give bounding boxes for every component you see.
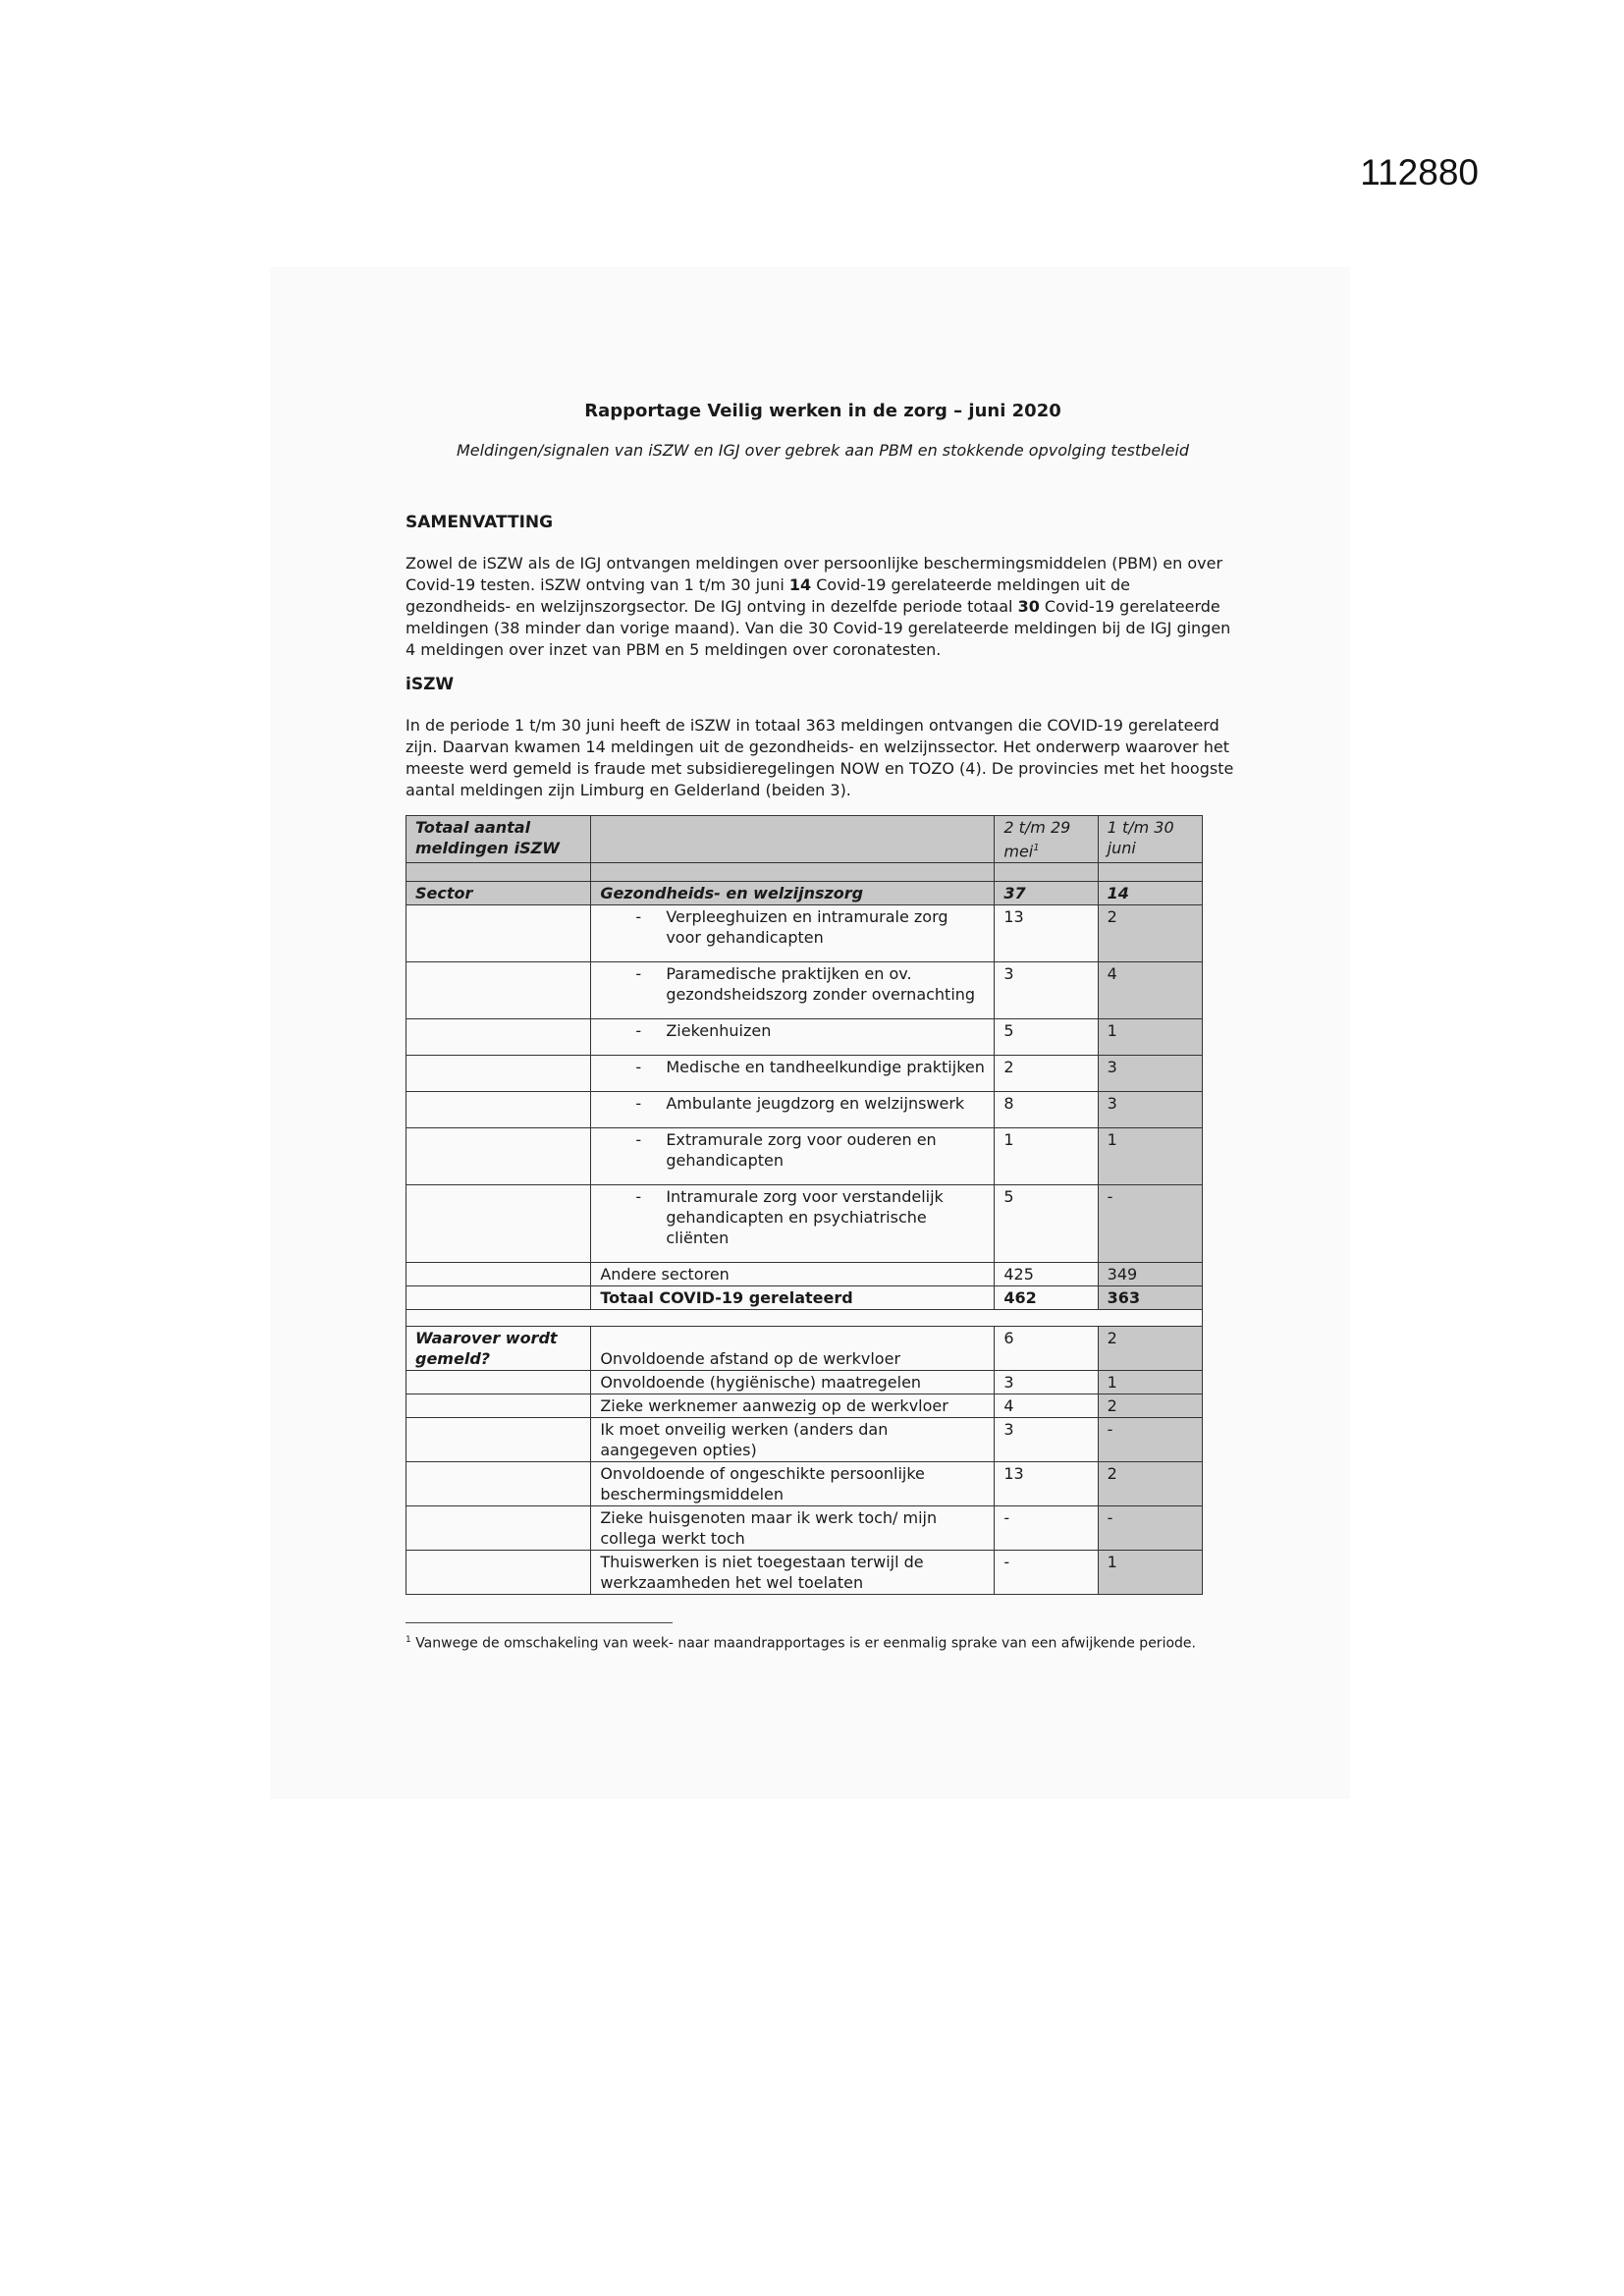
topics-label: Waarover wordt gemeld? bbox=[406, 1327, 591, 1371]
total-may: 462 bbox=[995, 1286, 1098, 1310]
topic-label: Onvoldoende of ongeschikte persoonlijke beschermingsmiddelen bbox=[591, 1462, 995, 1506]
topic-label: Thuiswerken is niet toegestaan terwijl de werkzaamheden het wel toelaten bbox=[591, 1551, 995, 1595]
sector-subcategory-label: - Intramurale zorg voor verstandelijk gehandicapten en psychiatrische cliënten bbox=[591, 1185, 995, 1263]
sector-subcategory-label: - Medische en tandheelkundige praktijken bbox=[591, 1056, 995, 1092]
value-june: 1 bbox=[1098, 1019, 1202, 1056]
topic-label: Zieke werknemer aanwezig op de werkvloer bbox=[591, 1394, 995, 1418]
table-header-pad bbox=[406, 863, 1203, 882]
document-number: 112880 bbox=[1360, 152, 1479, 192]
sector-subcategory-label: - Ambulante jeugdzorg en welzijnswerk bbox=[591, 1092, 995, 1128]
other-sectors-row bbox=[406, 1263, 1203, 1286]
sector-row bbox=[406, 882, 1203, 905]
table-row bbox=[406, 1185, 1203, 1263]
iszw-heading: iSZW bbox=[406, 675, 455, 694]
value-june: 1 bbox=[1098, 1371, 1202, 1394]
topic-label: Zieke huisgenoten maar ik werk toch/ mijn collega werkt toch bbox=[591, 1506, 995, 1551]
value-may: 6 bbox=[995, 1327, 1098, 1371]
iszw-paragraph: In de periode 1 t/m 30 juni heeft de iSZW in totaal 363 meldingen ontvangen die COVID-19 gerelateerd zijn. Daarvan kwamen 14 meldingen uit de gezondheids- en welzijnssector. Het onderwerp waarover het meeste werd gemeld is fraude met subsidieregelingen NOW en TOZO (4). De provincies met het hoogste aantal meldingen zijn Limburg en Gelderland (beiden 3). bbox=[406, 716, 1234, 799]
value-june: 3 bbox=[1098, 1056, 1202, 1092]
table-row bbox=[406, 1462, 1203, 1506]
document-content bbox=[406, 401, 1240, 1654]
table-row bbox=[406, 1394, 1203, 1418]
summary-paragraph: Zowel de iSZW als de IGJ ontvangen meldingen over persoonlijke beschermingsmiddelen (PBM) en over Covid-19 testen. iSZW ontving van 1 t/m 30 juni 14 Covid-19 gerelateerde meldingen uit de gezondheids- en welzijnszorgsector. De IGJ ontving in dezelfde periode totaal 30 Covid-19 gerelateerde meldingen (38 minder dan vorige maand). Van die 30 Covid-19 gerelateerde meldingen bij de IGJ gingen 4 meldingen over inzet van PBM en 5 meldingen over coronatesten. bbox=[406, 554, 1231, 659]
table-row bbox=[406, 1551, 1203, 1595]
document-subtitle: Meldingen/signalen van iSZW en IGJ over gebrek aan PBM en stokkende opvolging testbeleid bbox=[456, 441, 1190, 460]
footnote-rule bbox=[406, 1622, 673, 1623]
document-title: Rapportage Veilig werken in de zorg – juni 2020 bbox=[584, 401, 1061, 421]
topic-label: Onvoldoende afstand op de werkvloer bbox=[591, 1327, 995, 1371]
value-may: 3 bbox=[995, 962, 1098, 1019]
header-period-may: 2 t/m 29 mei$^1$ bbox=[995, 816, 1098, 863]
value-june: 2 bbox=[1098, 905, 1202, 962]
table-row bbox=[406, 1092, 1203, 1128]
other-sectors-june: 349 bbox=[1098, 1263, 1202, 1286]
empty-cell bbox=[406, 1371, 591, 1394]
total-row bbox=[406, 1286, 1203, 1310]
empty-cell bbox=[406, 962, 591, 1019]
topic-label: Onvoldoende (hygiënische) maatregelen bbox=[591, 1371, 995, 1394]
table-row bbox=[406, 1019, 1203, 1056]
empty-cell bbox=[406, 1128, 591, 1185]
table-row bbox=[406, 1506, 1203, 1551]
value-june: - bbox=[1098, 1418, 1202, 1462]
value-june: - bbox=[1098, 1185, 1202, 1263]
empty-cell bbox=[406, 1019, 591, 1056]
table-header-row bbox=[406, 816, 1203, 863]
sector-value-june: 14 bbox=[1098, 882, 1202, 905]
value-may: - bbox=[995, 1551, 1098, 1595]
value-may: 5 bbox=[995, 1185, 1098, 1263]
value-may: 4 bbox=[995, 1394, 1098, 1418]
value-june: 1 bbox=[1098, 1551, 1202, 1595]
value-june: 4 bbox=[1098, 962, 1202, 1019]
summary-heading: SAMENVATTING bbox=[406, 513, 554, 532]
header-period-june: 1 t/m 30 juni bbox=[1098, 816, 1202, 863]
sector-value-may: 37 bbox=[995, 882, 1098, 905]
table-row bbox=[406, 1128, 1203, 1185]
value-june: 2 bbox=[1098, 1462, 1202, 1506]
value-may: 1 bbox=[995, 1128, 1098, 1185]
table-row bbox=[406, 1371, 1203, 1394]
table-spacer-row bbox=[406, 1310, 1203, 1327]
value-may: 13 bbox=[995, 1462, 1098, 1506]
empty-cell bbox=[406, 1092, 591, 1128]
sector-subcategory-label: - Ziekenhuizen bbox=[591, 1019, 995, 1056]
value-may: 3 bbox=[995, 1418, 1098, 1462]
value-may: 5 bbox=[995, 1019, 1098, 1056]
value-may: - bbox=[995, 1506, 1098, 1551]
value-may: 13 bbox=[995, 905, 1098, 962]
value-may: 2 bbox=[995, 1056, 1098, 1092]
empty-cell bbox=[406, 1056, 591, 1092]
value-may: 8 bbox=[995, 1092, 1098, 1128]
empty-cell bbox=[406, 1394, 591, 1418]
sector-name: Gezondheids- en welzijnszorg bbox=[591, 882, 995, 905]
sector-subcategory-label: - Verpleeghuizen en intramurale zorg voor gehandicapten bbox=[591, 905, 995, 962]
value-june: 1 bbox=[1098, 1128, 1202, 1185]
table-row bbox=[406, 1327, 1203, 1371]
value-june: 3 bbox=[1098, 1092, 1202, 1128]
sector-label: Sector bbox=[406, 882, 591, 905]
value-may: 3 bbox=[995, 1371, 1098, 1394]
table-row bbox=[406, 962, 1203, 1019]
other-sectors-may: 425 bbox=[995, 1263, 1098, 1286]
empty-cell bbox=[406, 1551, 591, 1595]
empty-cell bbox=[406, 1418, 591, 1462]
sector-subcategory-label: - Paramedische praktijken en ov. gezondsheidszorg zonder overnachting bbox=[591, 962, 995, 1019]
table-row bbox=[406, 1418, 1203, 1462]
topic-label: Ik moet onveilig werken (anders dan aangegeven opties) bbox=[591, 1418, 995, 1462]
empty-cell bbox=[406, 1462, 591, 1506]
value-june: - bbox=[1098, 1506, 1202, 1551]
total-label: Totaal COVID-19 gerelateerd bbox=[591, 1286, 995, 1310]
reports-table bbox=[406, 815, 1203, 1595]
total-june: 363 bbox=[1098, 1286, 1202, 1310]
empty-cell bbox=[406, 1185, 591, 1263]
other-sectors-label: Andere sectoren bbox=[591, 1263, 995, 1286]
empty-cell bbox=[406, 905, 591, 962]
table-row bbox=[406, 1056, 1203, 1092]
header-total-label: Totaal aantal meldingen iSZW bbox=[406, 816, 591, 863]
value-june: 2 bbox=[1098, 1327, 1202, 1371]
table-row bbox=[406, 905, 1203, 962]
header-empty-cell bbox=[591, 816, 995, 863]
footnote: $^1$ Vanwege de omschakeling van week- naar maandrapportages is er eenmalig sprake van een afwijkende periode. bbox=[406, 1635, 1196, 1652]
sector-subcategory-label: - Extramurale zorg voor ouderen en gehandicapten bbox=[591, 1128, 995, 1185]
value-june: 2 bbox=[1098, 1394, 1202, 1418]
empty-cell bbox=[406, 1506, 591, 1551]
